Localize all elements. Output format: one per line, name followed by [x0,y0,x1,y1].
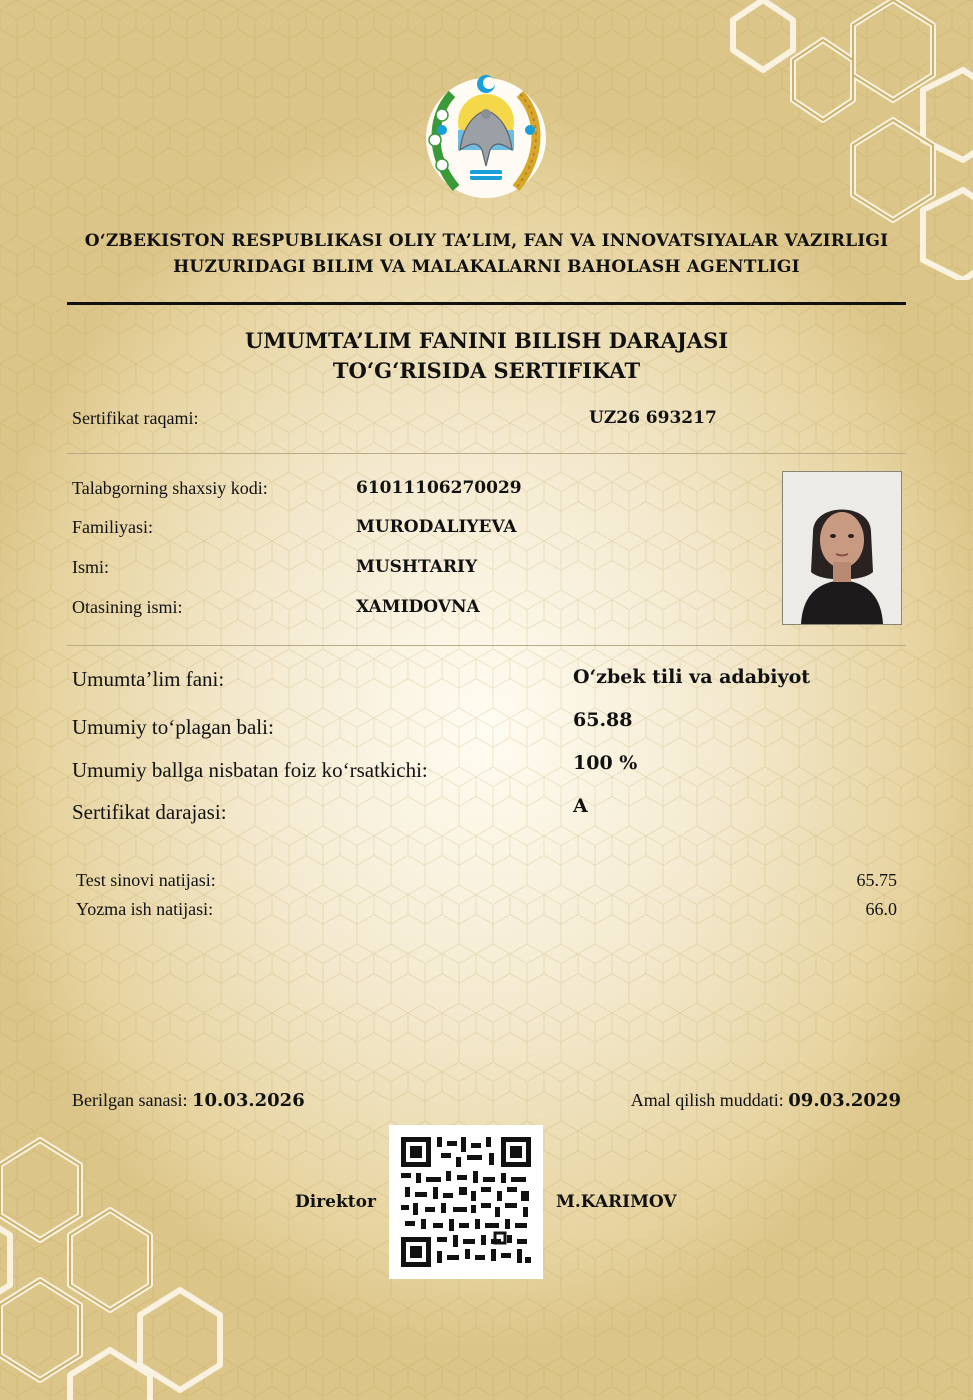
grade-label: Sertifikat darajasi: [72,800,227,824]
header-divider [67,302,906,305]
written-result-label: Yozma ish natijasi: [76,899,214,919]
grade-value: A [573,795,588,817]
certificate-number-label: Sertifikat raqami: [72,408,199,428]
personal-code-label: Talabgorning shaxsiy kodi: [72,478,268,498]
agency-header [60,228,913,280]
section-divider-1 [67,453,906,454]
qr-code[interactable] [389,1125,543,1279]
total-score-value: 65.88 [573,709,633,731]
personal-code-value: 61011106270029 [356,478,522,498]
qr-code-icon [401,1137,531,1267]
certificate-number-value: UZ26 693217 [589,408,717,428]
first-name-label: Ismi: [72,557,110,577]
first-name-value: MUSHTARIY [356,557,478,577]
signature-name: M.KARIMOV [556,1192,677,1212]
valid-until-label: Amal qilish muddati: [630,1090,784,1110]
signature-role: Direktor [295,1192,376,1212]
patronymic-value: XAMIDOVNA [356,597,480,617]
subject-value: O‘zbek tili va adabiyot [573,666,811,688]
patronymic-label: Otasining ismi: [72,597,183,617]
certificate-title-line-2: TO‘G‘RISIDA SERTIFIKAT [332,358,641,383]
written-result-value: 66.0 [865,899,897,919]
certificate-title-line-1: UMUMTA’LIM FANINI BILISH DARAJASI [244,328,729,353]
candidate-photo [782,471,902,625]
test-result-value: 65.75 [856,870,897,890]
total-score-label: Umumiy to‘plagan bali: [72,715,274,739]
portrait-icon [783,472,901,624]
state-emblem-icon [420,70,552,202]
issue-date [72,1090,305,1111]
surname-label: Familiyasi: [72,517,153,537]
percent-value: 100 % [573,752,638,774]
test-result-label: Test sinovi natijasi: [76,870,216,890]
issue-date-value: 10.03.2026 [191,1090,305,1111]
agency-line-2: HUZURIDAGI BILIM VA MALAKALARNI BAHOLASH AGENTLIGI [173,257,800,277]
surname-value: MURODALIYEVA [356,517,517,537]
percent-label: Umumiy ballga nisbatan foiz ko‘rsatkichi: [72,758,428,782]
issue-date-label: Berilgan sanasi: [72,1090,188,1110]
valid-until-date [631,1090,901,1111]
section-divider-2 [67,645,906,646]
valid-until-value: 09.03.2029 [788,1090,901,1111]
agency-line-1: O‘ZBEKISTON RESPUBLIKASI OLIY TA’LIM, FAN VA INNOVATSIYALAR VAZIRLIGI [84,231,889,251]
corner-ornament-bottom-left [0,1100,290,1400]
subject-label: Umumta’lim fani: [72,667,225,691]
certificate-title [60,326,913,386]
